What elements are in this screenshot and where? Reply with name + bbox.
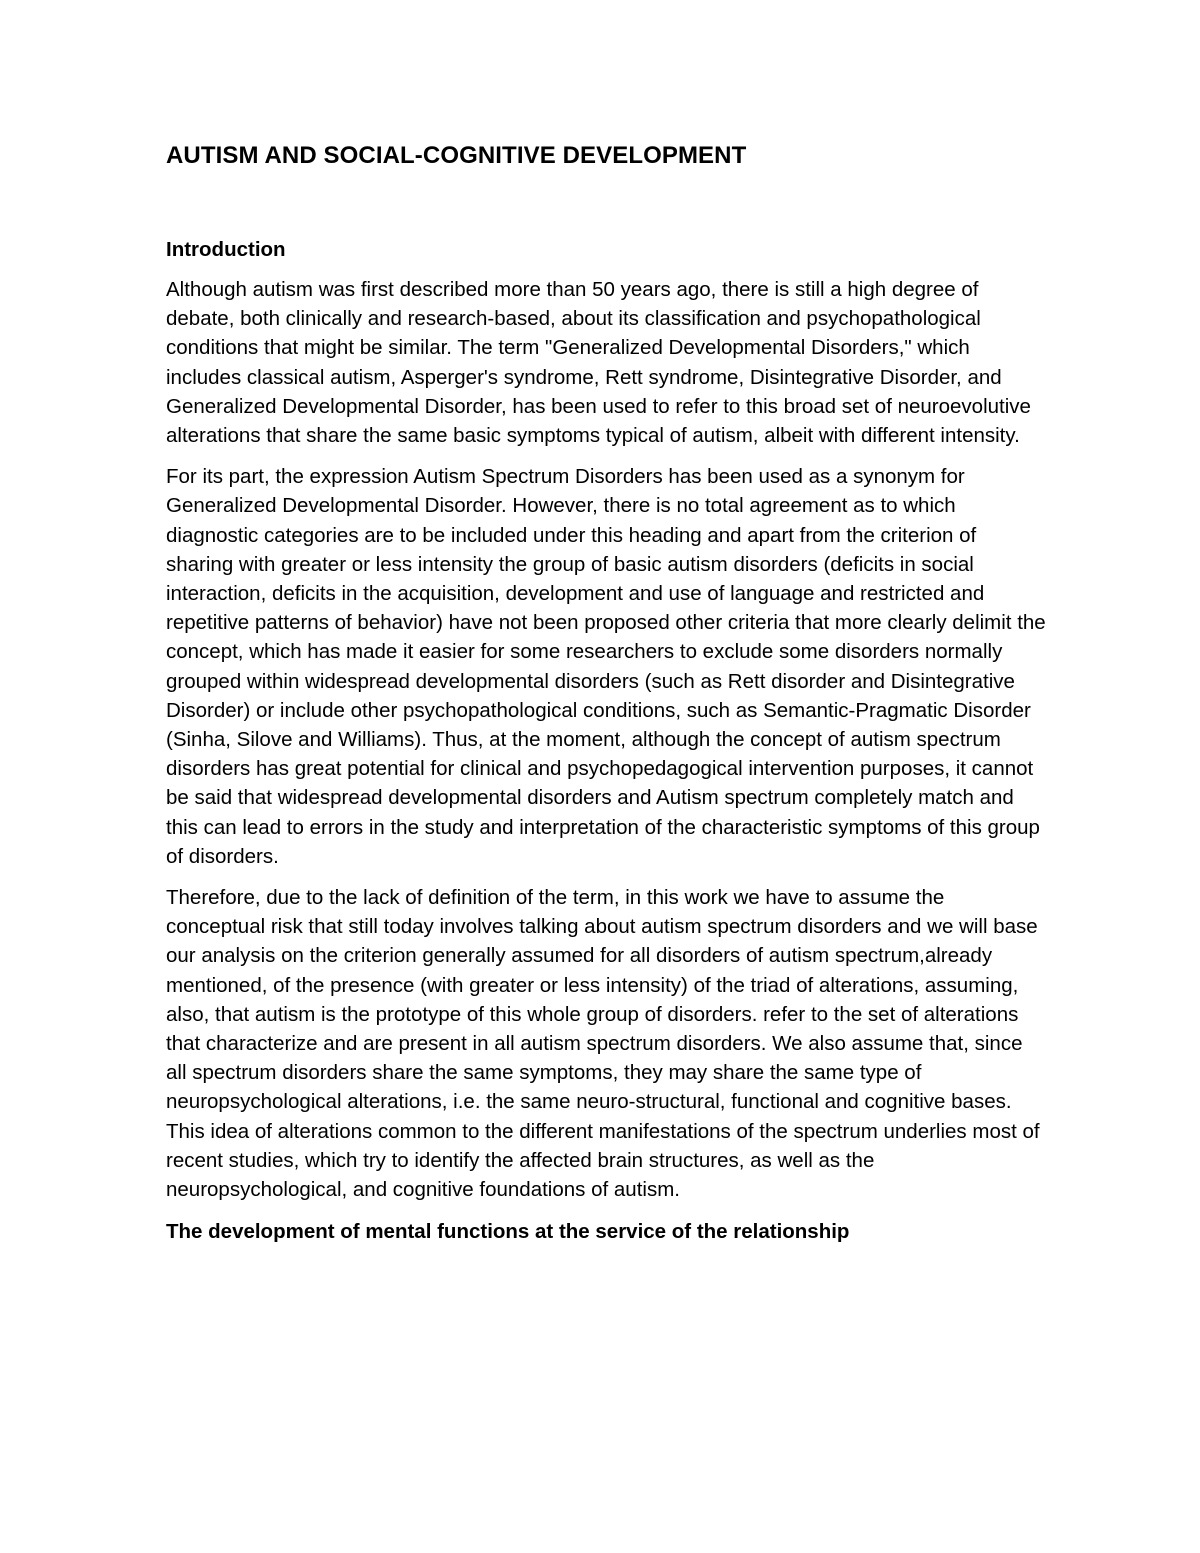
section-heading-development: The development of mental functions at the service of the relationship (166, 1220, 850, 1244)
section-heading-introduction: Introduction (166, 238, 286, 261)
paragraph-2: For its part, the expression Autism Spectrum Disorders has been used as a synonym for Generalized Developmental Disorder. However, there is no total agreement as to which diagnostic categories are to be included under this heading and apart from the criterion of sharing with greater or less intensity the group of basic autism disorders (deficits in social interaction, deficits in the acquisition, development and use of language and restricted and repetitive patterns of behavior) have not been proposed other criteria that more clearly delimit the concept, which has made it easier for some researchers to exclude some disorders normally grouped within widespread developmental disorders (such as Rett disorder and Disintegrative Disorder) or include other psychopathological conditions, such as Semantic-Pragmatic Disorder (Sinha, Silove and Williams). Thus, at the moment, although the concept of autism spectrum disorders has great potential for clinical and psychopedagogical intervention purposes, it cannot be said that widespread developmental disorders and Autism spectrum completely match and this can lead to errors in the study and interpretation of the characteristic symptoms of this group of disorders. (166, 465, 1046, 868)
paragraph-3: Therefore, due to the lack of definition of the term, in this work we have to assume the conceptual risk that still today involves talking about autism spectrum disorders and we will base our analysis on the criterion generally assumed for all disorders of autism spectrum,already mentioned, of the presence (with greater or less intensity) of the triad of alterations, assuming, also, that autism is the prototype of this whole group of disorders. refer to the set of alterations that characterize and are present in all autism spectrum disorders. We also assume that, since all spectrum disorders share the same symptoms, they may share the same type of neuropsychological alterations, i.e. the same neuro-structural, functional and cognitive bases. This idea of alterations common to the different manifestations of the spectrum underlies most of recent studies, which try to identify the affected brain structures, as well as the neuropsychological, and cognitive foundations of autism. (166, 886, 1040, 1202)
document-title: AUTISM AND SOCIAL-COGNITIVE DEVELOPMENT (166, 142, 747, 169)
document-page (166, 140, 1046, 1257)
paragraph-1: Although autism was first described more than 50 years ago, there is still a high degree of debate, both clinically and research-based, about its classification and psychopathological conditions that might be similar. The term "Generalized Developmental Disorders," which includes classical autism, Asperger's syndrome, Rett syndrome, Disintegrative Disorder, and Generalized Developmental Disorder, has been used to refer to this broad set of neuroevolutive alterations that share the same basic symptoms typical of autism, albeit with different intensity. (166, 278, 1031, 448)
